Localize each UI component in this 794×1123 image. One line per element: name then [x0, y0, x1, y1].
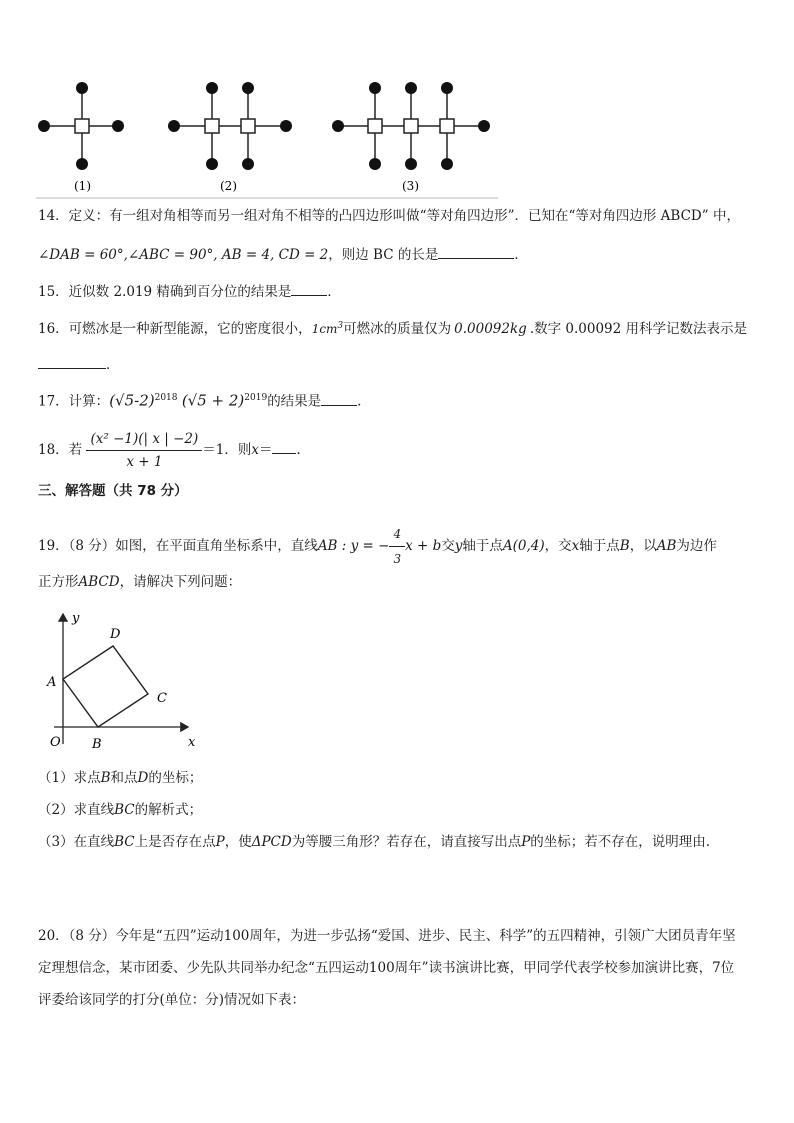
label-x: x: [188, 735, 196, 750]
label-a: A: [47, 675, 57, 690]
q16-line2: [38, 354, 120, 375]
q19-line-tail: x + b: [405, 538, 442, 554]
q19-square: ABCD: [78, 574, 120, 590]
q19-sub2: （2）求直线BC的解析式；: [38, 802, 203, 818]
q18-eq: ＝: [258, 442, 273, 458]
figure-label-3: (3): [402, 179, 419, 193]
q17-tail: 的结果是: [267, 393, 322, 410]
q19-coordinate-figure: [40, 606, 210, 756]
label-o: O: [50, 735, 61, 750]
q15-end: ．: [327, 284, 341, 300]
q17-answer-blank[interactable]: [321, 391, 357, 406]
q16-text-a: 16．可燃冰是一种新型能源，它的密度很小，: [38, 321, 312, 337]
q19-sub3: （3）在直线BC上是否存在点P，使ΔPCD为等腰三角形？若存在，请直接写出点P的坐标；若不存在，说明理由.: [38, 834, 711, 850]
q14-line2: [38, 244, 528, 265]
label-d: D: [110, 627, 121, 642]
figure-3: [332, 82, 490, 170]
q20-line2: 定理想信念，某市团委、少先队共同举办纪念“五四运动100周年”读书演讲比赛，甲同学代表学校参加演讲比赛，7位: [38, 960, 735, 976]
q18-answer-blank[interactable]: [272, 439, 296, 454]
figure-1: [38, 82, 124, 170]
q18-mid: ＝1．则: [202, 442, 252, 458]
q16-answer-blank[interactable]: [38, 354, 106, 369]
q15-answer-blank[interactable]: [291, 281, 327, 296]
q14-text: 14．定义：有一组对角相等而另一组对角不相等的凸四边形叫做“等对角四边形”．已知在“等对角四边形 ABCD” 中，: [38, 208, 740, 224]
q17-end: ．: [357, 393, 371, 410]
q19-line-name: AB : y = −: [317, 538, 390, 554]
q18-fraction: [86, 428, 202, 473]
q14-question: ，则边 BC 的长是: [328, 247, 439, 263]
q17-line: [38, 388, 371, 412]
q19-sub1: （1）求点B和点D的坐标；: [38, 770, 203, 786]
q18-line: [38, 428, 310, 473]
q14-end: ．: [514, 247, 528, 263]
label-c: C: [157, 691, 167, 706]
q17-expr2: (√5 + 2): [181, 391, 245, 410]
figure-2: [168, 82, 292, 170]
q18-numerator: (x² −1)(| x | −2): [86, 428, 202, 451]
q17-exp2: 2019: [244, 393, 268, 403]
q14-line1: [38, 206, 740, 226]
q16-mass: 0.00092kg: [454, 321, 527, 337]
q16-text-c: .数字 0.00092 用科学记数法表示是: [529, 321, 748, 337]
q19-text-a: 19．（8 分）如图，在平面直角坐标系中，直线: [38, 538, 318, 554]
q18-denominator: x + 1: [126, 454, 163, 470]
q15-line: [38, 281, 341, 302]
q17-exp1: 2018: [154, 393, 178, 403]
pattern-figures: [28, 72, 508, 202]
q17-expr1: (√5-2): [109, 391, 155, 410]
q19-point-a: A(0,4): [502, 538, 545, 554]
q18-var: x: [251, 442, 259, 458]
q17-text: 17．计算：: [38, 393, 110, 410]
q16-text-b: 可燃冰的质量仅为: [343, 321, 452, 337]
label-y: y: [72, 611, 80, 626]
q16-line1: [38, 316, 747, 339]
q16-end: ．: [106, 357, 120, 373]
q19-line1: 19．（8 分）如图，在平面直角坐标系中，直线AB : y = − $\frac{4}{3}$ x + b交y轴于点A(0,4)，交x轴于点B，以AB为边作: [38, 522, 717, 571]
q19-line2: 正方形ABCD，请解决下列问题：: [38, 574, 242, 590]
q18-end: ．: [296, 442, 310, 458]
label-b: B: [92, 737, 102, 752]
square-abcd: [63, 646, 148, 727]
q20-line3: 评委给该同学的打分(单位：分)情况如下表：: [38, 992, 306, 1008]
figure-label-1: (1): [74, 179, 91, 193]
q18-prefix: 18．若: [38, 442, 83, 458]
figure-label-2: (2): [220, 179, 237, 193]
q14-answer-blank[interactable]: [438, 244, 514, 259]
q19-slope-fraction: $\frac{4}{3}$: [389, 522, 405, 571]
section-3-title: 三、解答题（共 78 分）: [38, 483, 188, 499]
q20-line1: 20．（8 分）今年是“五四”运动100周年，为进一步弘扬“爱国、进步、民主、科学”的五四精神，引领广大团员青年坚: [38, 928, 736, 944]
q15-text: 15．近似数 2.019 精确到百分位的结果是: [38, 284, 292, 300]
q16-unit: $1cm^3$: [311, 321, 344, 336]
q14-conditions: ∠DAB = 60°,∠ABC = 90°, AB = 4, CD = 2: [38, 247, 329, 263]
